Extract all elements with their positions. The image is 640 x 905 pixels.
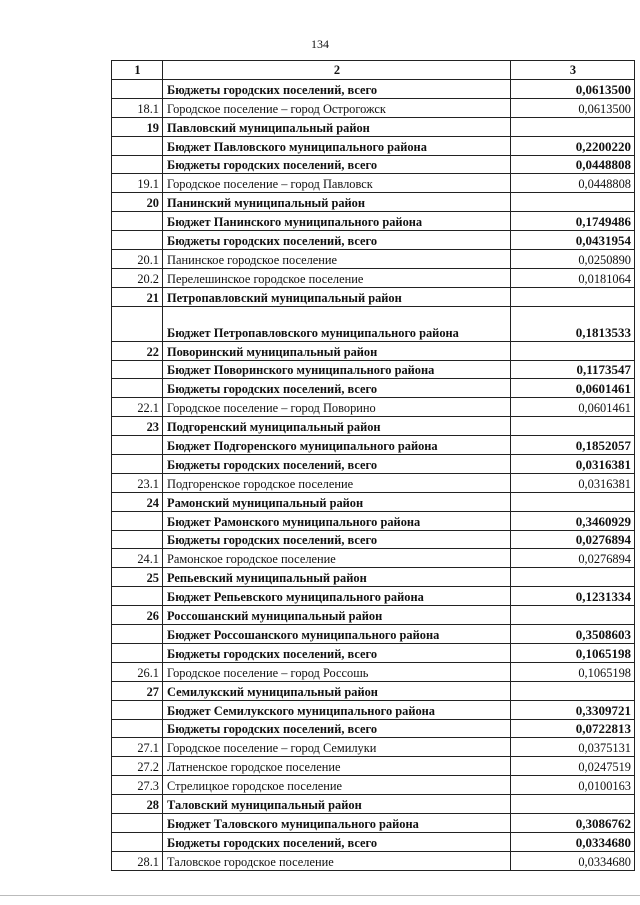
table-row bbox=[112, 832, 635, 851]
table-row bbox=[112, 155, 635, 174]
table-row bbox=[112, 231, 635, 250]
row-name-cell: Рамонское городское поселение bbox=[163, 549, 511, 568]
table-row bbox=[112, 98, 635, 117]
row-name-cell: Бюджеты городских поселений, всего bbox=[163, 643, 511, 662]
row-name-cell: Таловский муниципальный район bbox=[163, 795, 511, 814]
row-number-cell: 23.1 bbox=[112, 473, 163, 492]
row-name-cell: Репьевский муниципальный район bbox=[163, 568, 511, 587]
column-header-2: 2 bbox=[163, 61, 511, 80]
row-number-cell: 28 bbox=[112, 795, 163, 814]
table-row bbox=[112, 174, 635, 193]
row-name-cell: Панинский муниципальный район bbox=[163, 193, 511, 212]
row-name-cell: Бюджет Репьевского муниципального района bbox=[163, 587, 511, 606]
row-number-cell bbox=[112, 360, 163, 379]
table-row bbox=[112, 212, 635, 231]
row-number-cell: 22.1 bbox=[112, 398, 163, 417]
row-number-cell: 27.2 bbox=[112, 757, 163, 776]
row-value-cell: 0,0613500 bbox=[511, 98, 635, 117]
row-value-cell: 0,0722813 bbox=[511, 719, 635, 738]
table-row bbox=[112, 379, 635, 398]
row-value-cell bbox=[511, 287, 635, 306]
table-row bbox=[112, 306, 635, 341]
row-value-cell: 0,0601461 bbox=[511, 398, 635, 417]
table-row bbox=[112, 268, 635, 287]
row-number-cell: 27.1 bbox=[112, 738, 163, 757]
row-value-cell: 0,0431954 bbox=[511, 231, 635, 250]
table-row bbox=[112, 287, 635, 306]
table-row bbox=[112, 417, 635, 436]
row-value-cell: 0,0334680 bbox=[511, 832, 635, 851]
row-number-cell: 21 bbox=[112, 287, 163, 306]
table-row bbox=[112, 341, 635, 360]
row-number-cell bbox=[112, 436, 163, 455]
row-name-cell: Россошанский муниципальный район bbox=[163, 606, 511, 625]
table-row bbox=[112, 455, 635, 474]
row-value-cell: 0,0448808 bbox=[511, 155, 635, 174]
row-value-cell bbox=[511, 606, 635, 625]
row-name-cell: Бюджет Рамонского муниципального района bbox=[163, 511, 511, 530]
row-number-cell: 23 bbox=[112, 417, 163, 436]
table-header bbox=[112, 61, 635, 80]
row-name-cell: Бюджет Семилукского муниципального района bbox=[163, 700, 511, 719]
row-value-cell: 0,0601461 bbox=[511, 379, 635, 398]
row-name-cell: Бюджеты городских поселений, всего bbox=[163, 832, 511, 851]
table-row bbox=[112, 568, 635, 587]
row-name-cell: Бюджет Подгоренского муниципального района bbox=[163, 436, 511, 455]
row-name-cell: Городское поселение – город Семилуки bbox=[163, 738, 511, 757]
row-name-cell: Таловское городское поселение bbox=[163, 851, 511, 870]
row-value-cell: 0,0276894 bbox=[511, 549, 635, 568]
row-value-cell: 0,0250890 bbox=[511, 250, 635, 269]
row-name-cell: Бюджет Петропавловского муниципального района bbox=[163, 306, 511, 341]
row-number-cell: 27 bbox=[112, 681, 163, 700]
row-number-cell bbox=[112, 530, 163, 549]
row-value-cell: 0,2200220 bbox=[511, 136, 635, 155]
table-row bbox=[112, 795, 635, 814]
row-value-cell bbox=[511, 341, 635, 360]
row-number-cell bbox=[112, 643, 163, 662]
row-value-cell: 0,0276894 bbox=[511, 530, 635, 549]
row-name-cell: Рамонский муниципальный район bbox=[163, 492, 511, 511]
row-name-cell: Бюджет Россошанского муниципального района bbox=[163, 625, 511, 644]
row-name-cell: Панинское городское поселение bbox=[163, 250, 511, 269]
row-value-cell: 0,1231334 bbox=[511, 587, 635, 606]
table-row bbox=[112, 719, 635, 738]
row-value-cell: 0,0316381 bbox=[511, 473, 635, 492]
row-number-cell: 24 bbox=[112, 492, 163, 511]
table-row bbox=[112, 117, 635, 136]
table-row bbox=[112, 851, 635, 870]
table-row bbox=[112, 360, 635, 379]
row-number-cell: 20.2 bbox=[112, 268, 163, 287]
table-row bbox=[112, 643, 635, 662]
row-value-cell: 0,3086762 bbox=[511, 813, 635, 832]
table-row bbox=[112, 738, 635, 757]
row-number-cell bbox=[112, 813, 163, 832]
row-number-cell bbox=[112, 306, 163, 341]
row-name-cell: Бюджет Таловского муниципального района bbox=[163, 813, 511, 832]
row-value-cell: 0,0448808 bbox=[511, 174, 635, 193]
row-name-cell: Городское поселение – город Острогожск bbox=[163, 98, 511, 117]
row-name-cell: Перелешинское городское поселение bbox=[163, 268, 511, 287]
header-row bbox=[112, 61, 635, 80]
row-number-cell bbox=[112, 700, 163, 719]
row-number-cell: 19 bbox=[112, 117, 163, 136]
row-name-cell: Бюджеты городских поселений, всего bbox=[163, 379, 511, 398]
row-name-cell: Павловский муниципальный район bbox=[163, 117, 511, 136]
table-row bbox=[112, 625, 635, 644]
row-number-cell bbox=[112, 455, 163, 474]
row-number-cell bbox=[112, 212, 163, 231]
row-value-cell bbox=[511, 117, 635, 136]
row-number-cell: 24.1 bbox=[112, 549, 163, 568]
row-value-cell: 0,1065198 bbox=[511, 643, 635, 662]
row-number-cell bbox=[112, 625, 163, 644]
row-value-cell: 0,3309721 bbox=[511, 700, 635, 719]
row-number-cell bbox=[112, 80, 163, 99]
row-number-cell: 19.1 bbox=[112, 174, 163, 193]
row-name-cell: Петропавловский муниципальный район bbox=[163, 287, 511, 306]
table-row bbox=[112, 757, 635, 776]
row-value-cell: 0,0181064 bbox=[511, 268, 635, 287]
row-value-cell bbox=[511, 193, 635, 212]
row-number-cell bbox=[112, 719, 163, 738]
row-value-cell: 0,1852057 bbox=[511, 436, 635, 455]
table-row bbox=[112, 776, 635, 795]
row-value-cell: 0,3460929 bbox=[511, 511, 635, 530]
table-row bbox=[112, 473, 635, 492]
table-row bbox=[112, 80, 635, 99]
page-number: 134 bbox=[311, 37, 329, 51]
table-row bbox=[112, 530, 635, 549]
budget-distribution-table bbox=[111, 60, 635, 871]
row-number-cell bbox=[112, 231, 163, 250]
table-row bbox=[112, 662, 635, 681]
row-name-cell: Бюджеты городских поселений, всего bbox=[163, 155, 511, 174]
table-row bbox=[112, 136, 635, 155]
row-number-cell: 25 bbox=[112, 568, 163, 587]
table-row bbox=[112, 606, 635, 625]
row-name-cell: Бюджеты городских поселений, всего bbox=[163, 231, 511, 250]
row-value-cell: 0,1065198 bbox=[511, 662, 635, 681]
row-name-cell: Городское поселение – город Поворино bbox=[163, 398, 511, 417]
row-name-cell: Стрелицкое городское поселение bbox=[163, 776, 511, 795]
row-value-cell: 0,1749486 bbox=[511, 212, 635, 231]
table-row bbox=[112, 193, 635, 212]
row-number-cell bbox=[112, 155, 163, 174]
row-number-cell bbox=[112, 379, 163, 398]
column-header-3: 3 bbox=[511, 61, 635, 80]
row-name-cell: Подгоренский муниципальный район bbox=[163, 417, 511, 436]
table-row bbox=[112, 587, 635, 606]
row-name-cell: Бюджет Поворинского муниципального района bbox=[163, 360, 511, 379]
row-number-cell: 26 bbox=[112, 606, 163, 625]
row-value-cell bbox=[511, 417, 635, 436]
table-body bbox=[112, 80, 635, 871]
row-value-cell: 0,3508603 bbox=[511, 625, 635, 644]
row-value-cell bbox=[511, 795, 635, 814]
row-number-cell: 27.3 bbox=[112, 776, 163, 795]
row-number-cell bbox=[112, 136, 163, 155]
row-name-cell: Бюджеты городских поселений, всего bbox=[163, 530, 511, 549]
table-row bbox=[112, 813, 635, 832]
row-name-cell: Бюджет Павловского муниципального района bbox=[163, 136, 511, 155]
row-name-cell: Поворинский муниципальный район bbox=[163, 341, 511, 360]
column-header-1: 1 bbox=[112, 61, 163, 80]
row-number-cell: 22 bbox=[112, 341, 163, 360]
row-value-cell: 0,1173547 bbox=[511, 360, 635, 379]
row-number-cell bbox=[112, 511, 163, 530]
row-value-cell: 0,0316381 bbox=[511, 455, 635, 474]
row-value-cell: 0,0613500 bbox=[511, 80, 635, 99]
table-row bbox=[112, 700, 635, 719]
row-value-cell bbox=[511, 568, 635, 587]
table-row bbox=[112, 549, 635, 568]
row-value-cell: 0,0247519 bbox=[511, 757, 635, 776]
table-row bbox=[112, 492, 635, 511]
row-value-cell bbox=[511, 492, 635, 511]
row-name-cell: Латненское городское поселение bbox=[163, 757, 511, 776]
table-row bbox=[112, 681, 635, 700]
row-number-cell: 28.1 bbox=[112, 851, 163, 870]
row-name-cell: Бюджет Панинского муниципального района bbox=[163, 212, 511, 231]
table-row bbox=[112, 511, 635, 530]
row-name-cell: Бюджеты городских поселений, всего bbox=[163, 455, 511, 474]
row-name-cell: Городское поселение – город Павловск bbox=[163, 174, 511, 193]
table-row bbox=[112, 436, 635, 455]
table-row bbox=[112, 250, 635, 269]
row-number-cell bbox=[112, 832, 163, 851]
row-number-cell: 20.1 bbox=[112, 250, 163, 269]
row-number-cell: 26.1 bbox=[112, 662, 163, 681]
row-value-cell: 0,0100163 bbox=[511, 776, 635, 795]
page-bottom-edge bbox=[0, 895, 640, 896]
row-value-cell bbox=[511, 681, 635, 700]
row-name-cell: Бюджеты городских поселений, всего bbox=[163, 80, 511, 99]
row-name-cell: Подгоренское городское поселение bbox=[163, 473, 511, 492]
row-value-cell: 0,0375131 bbox=[511, 738, 635, 757]
table-row bbox=[112, 398, 635, 417]
row-number-cell bbox=[112, 587, 163, 606]
row-number-cell: 20 bbox=[112, 193, 163, 212]
row-name-cell: Семилукский муниципальный район bbox=[163, 681, 511, 700]
row-value-cell: 0,0334680 bbox=[511, 851, 635, 870]
row-name-cell: Бюджеты городских поселений, всего bbox=[163, 719, 511, 738]
row-number-cell: 18.1 bbox=[112, 98, 163, 117]
row-name-cell: Городское поселение – город Россошь bbox=[163, 662, 511, 681]
row-value-cell: 0,1813533 bbox=[511, 306, 635, 341]
